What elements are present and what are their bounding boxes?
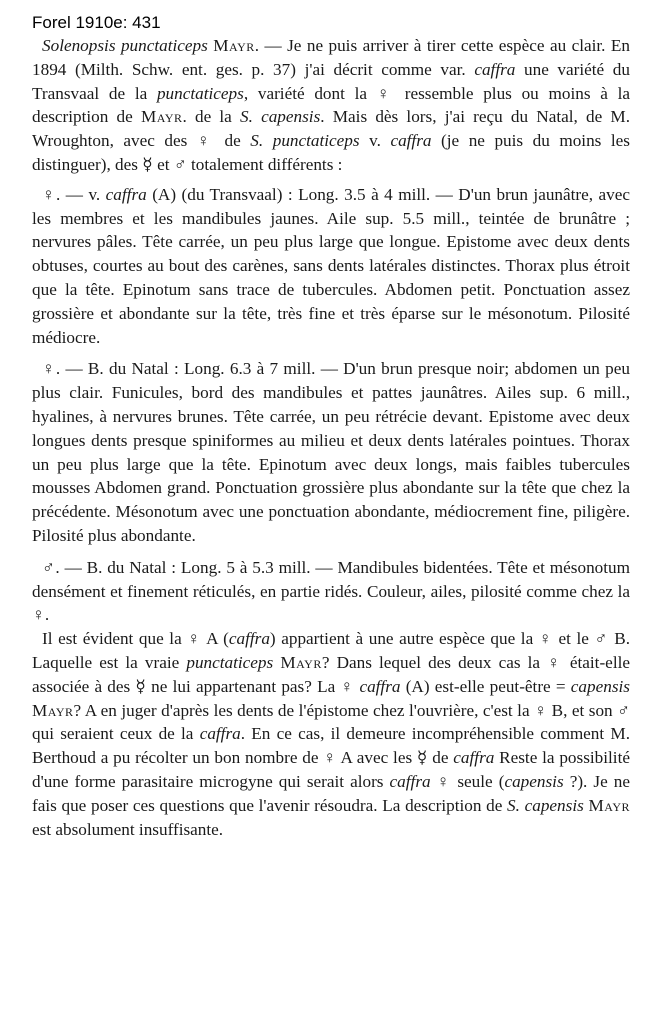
- paragraph-female-a: [32, 183, 630, 350]
- paragraph-male-b: [32, 556, 630, 627]
- italic-text: caffra: [105, 184, 147, 204]
- text-run: Reste la possibilité d'une forme parasitaire microgyne qui serait alors: [32, 748, 630, 791]
- italic-text: S. punctaticeps: [250, 131, 360, 151]
- text-run: est absolument insuffisante.: [32, 819, 224, 839]
- italic-text: Solenopsis punctaticeps: [42, 36, 208, 55]
- author-name: Mayr: [588, 795, 631, 815]
- italic-text: S. capensis: [507, 795, 584, 815]
- italic-text: caffra: [389, 771, 431, 791]
- page-header: Forel 1910e: 431: [32, 13, 161, 32]
- italic-text: S. capensis: [240, 107, 321, 127]
- text-run: ♀. — B. du Natal : Long. 6.3 à 7 mill. — D'un brun presque noir; abdomen un peu plus clair. Funicules, bord des mandibules et pattes jaunâtres. Ailes sup. 6 mill., hyalines, à nervures brunes. Tête carrée, un peu rétrécie devant. Epistome avec deux longues dents presque spiniformes au milieu et deux dents latérales pointues. Thorax un peu plus large que la tête. Epinotum avec deux longs, mais faibles tubercules mousses Abdomen grand. Ponctuation grossière plus abondante sur la tête que chez la précédente. Mésonotum avec une ponctuation abondante, médiocrement fine, piligère. Pilosité plus abondante.: [32, 359, 630, 545]
- page: [32, 12, 630, 841]
- text-run: (A) (du Transvaal) : Long. 3.5 à 4 mill. — D'un brun jaunâtre, avec les membres et les mandibules jaunes. Aile sup. 5.5 mill., teintée de brunâtre ; nervures pâles. Tête carrée, un peu plus large que longue. Epistome avec deux dents obtuses, courtes au bout des carènes, sans dents latérales distinctes. Thorax plus étroit que la tête. Epinotum sans trace de tubercules. Abdomen petit. Ponctuation assez grossière et abondante sur la tête, très fine et très éparse sur le mésonotum. Pilosité médiocre.: [32, 184, 630, 347]
- text-run: ?). Je ne fais que poser ces questions que l'avenir résoudra. La description de: [32, 771, 630, 815]
- author-name: Mayr: [213, 36, 255, 55]
- author-name: Mayr: [140, 107, 183, 127]
- italic-text: capensis: [504, 771, 564, 791]
- italic-text: caffra: [228, 629, 270, 649]
- paragraph-intro: [32, 34, 630, 177]
- text-run: v.: [359, 131, 391, 151]
- text-run: ♂. — B. du Natal : Long. 5 à 5.3 mill. — Mandibules bidentées. Tête et mésonotum densément et finement réticulés, en partie ridés. Couleur, ailes, pilosité comme chez la ♀.: [32, 557, 630, 625]
- text-run: Il est évident que la ♀ A (: [42, 629, 229, 649]
- text-run: . En ce cas, il demeure incompréhensible comment M. Berthoud a pu récolter un bon nombre de ♀ A avec les ☿ de: [32, 724, 631, 768]
- italic-text: punctaticeps: [186, 652, 274, 672]
- text-run: ? Dans lequel des deux cas la ♀ était-elle associée à des ☿ ne lui appartenant pas? La ♀: [32, 652, 630, 696]
- paragraph-female-b: [32, 357, 630, 547]
- text-run: ♀. — v.: [42, 184, 106, 204]
- italic-text: caffra: [199, 724, 241, 744]
- italic-text: punctaticeps: [156, 83, 244, 103]
- text-run: (A) est-elle peut-être =: [400, 676, 571, 696]
- italic-text: caffra: [453, 748, 495, 768]
- italic-text: caffra: [390, 131, 432, 151]
- italic-text: caffra: [359, 676, 401, 696]
- paragraph-discussion: [32, 627, 630, 841]
- text-run: ? A en juger d'après les dents de l'épistome chez l'ouvrière, c'est la ♀ B, et son ♂ qui seraient ceux de la: [32, 700, 630, 744]
- text-run: . Mais dès lors, j'ai reçu du Natal, de M. Wroughton, avec des ♀ de: [32, 107, 630, 151]
- italic-text: caffra: [474, 59, 516, 79]
- author-name: Mayr: [280, 652, 322, 672]
- text-run: . — Je ne puis arriver à tirer cette espèce au clair. En 1894 (Milth. Schw. ent. ges. p. 37) j'ai décrit comme var.: [32, 36, 630, 79]
- text-run: ♀ seule (: [430, 771, 505, 791]
- italic-text: capensis: [570, 676, 630, 696]
- text-run: une variété du Transvaal de la: [32, 59, 630, 103]
- text-run: ) appartient à une autre espèce que la ♀ et le ♂ B. Laquelle est la vraie: [32, 629, 631, 672]
- author-name: Mayr: [32, 700, 74, 720]
- text-run: (je ne puis du moins les distinguer), des ☿ et ♂ totalement différents :: [32, 131, 630, 174]
- text-run: . de la: [182, 107, 240, 127]
- text-run: , variété dont la ♀ ressemble plus ou moins à la description de: [32, 83, 630, 127]
